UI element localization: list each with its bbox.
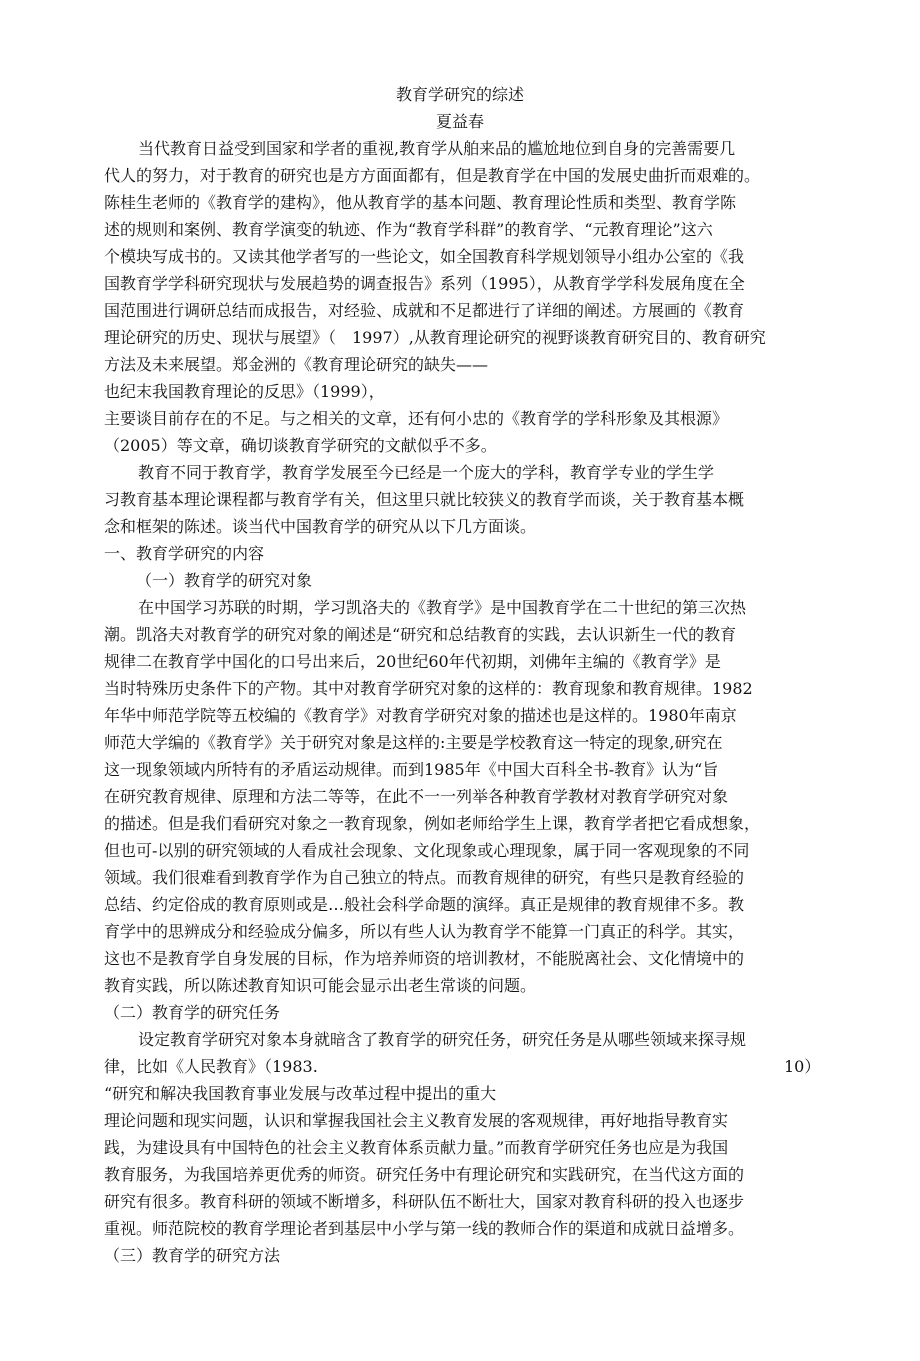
paragraph-line: 方法及未来展望。郑金洲的《教育理论研究的缺失——: [104, 355, 489, 374]
paragraph-line: 习教育基本理论课程都与教育学有关，但这里只就比较狭义的教育学而谈，关于教育基本概: [104, 490, 745, 509]
paragraph-line: 教育实践，所以陈述教育知识可能会显示出老生常谈的问题。: [104, 976, 537, 995]
paragraph-line: 律，比如《人民教育》（1983.: [104, 1057, 318, 1076]
paragraph-line: 践，为建设具有中国特色的社会主义教育体系贡献力量。”而教育学研究任务也应是为我国: [104, 1138, 729, 1157]
paragraph-line: 总结、约定俗成的教育原则或是…般社会科学命题的演绎。真正是规律的教育规律不多。教: [104, 895, 745, 914]
paragraph-line: 规律二在教育学中国化的口号出来后，20世纪60年代初期，刘佛年主编的《教育学》是: [104, 652, 721, 671]
paragraph-line: 育学中的思辨成分和经验成分偏多，所以有些人认为教育学不能算一门真正的科学。其实，: [104, 922, 745, 941]
paragraph-line: 理论问题和现实问题，认识和掌握我国社会主义教育发展的客观规律，再好地指导教育实: [104, 1111, 729, 1130]
paragraph-line: 教育不同于教育学，教育学发展至今已经是一个庞大的学科，教育学专业的学生学: [138, 463, 715, 482]
paragraph-line: 这也不是教育学自身发展的目标，作为培养师资的培训教材，不能脱离社会、文化情境中的: [104, 949, 745, 968]
subsection-heading: （二）教育学的研究任务: [104, 1003, 281, 1022]
paragraph-line: 述的规则和案例、教育学演变的轨迹、作为“教育学科群”的教育学、“元教育理论”这六: [104, 220, 713, 239]
paragraph-line: 师范大学编的《教育学》关于研究对象是这样的:主要是学校教育这一特定的现象,研究在: [104, 733, 723, 752]
document-author: 夏益春: [435, 112, 484, 131]
paragraph-line: 当时特殊历史条件下的产物。其中对教育学研究对象的这样的：教育现象和教育规律。1982: [104, 679, 753, 698]
paragraph-line: 理论研究的历史、现状与展望》（ 1997）,从教育理论研究的视野谈教育研究目的、教育研究: [104, 328, 766, 347]
paragraph-line: 国范围进行调研总结而成报告，对经验、成就和不足都进行了详细的阐述。方展画的《教育: [104, 301, 745, 320]
paragraph-line: 年华中师范学院等五校编的《教育学》对教育学研究对象的描述也是这样的。1980年南京: [104, 706, 737, 725]
subsection-heading: （三）教育学的研究方法: [104, 1246, 281, 1265]
paragraph-line: 的描述。但是我们看研究对象之一教育现象，例如老师给学生上课，教育学者把它看成想象，: [104, 814, 761, 833]
paragraph-line: “研究和解决我国教育事业发展与改革过程中提出的重大: [104, 1084, 497, 1103]
subsection-heading: （一）教育学的研究对象: [136, 571, 313, 590]
paragraph-line: （2005）等文章，确切谈教育学研究的文献似乎不多。: [104, 436, 497, 455]
paragraph-line: 设定教育学研究对象本身就暗含了教育学的研究任务，研究任务是从哪些领域来探寻规: [138, 1030, 747, 1049]
paragraph-line-tail: 10）: [784, 1057, 821, 1076]
paragraph-line: 研究有很多。教育科研的领域不断增多，科研队伍不断壮大，国家对教育科研的投入也逐步: [104, 1192, 745, 1211]
paragraph-line: 个模块写成书的。又读其他学者写的一些论文，如全国教育科学规划领导小组办公室的《我: [104, 247, 745, 266]
section-heading: 一、教育学研究的内容: [104, 544, 265, 563]
paragraph-line: 国教育学学科研究现状与发展趋势的调查报告》系列（1995），从教育学学科发展角度在全: [104, 274, 745, 293]
paragraph-line: 在中国学习苏联的时期，学习凯洛夫的《教育学》是中国教育学在二十世纪的第三次热: [138, 598, 747, 617]
paragraph-line: 也纪末我国教育理论的反思》（1999），: [104, 382, 385, 401]
paragraph-line: 代人的努力，对于教育的研究也是方方面面都有，但是教育学在中国的发展史曲折而艰难的。: [104, 166, 761, 185]
document-title: 教育学研究的综述: [395, 85, 524, 104]
paragraph-line: 重视。师范院校的教育学理论者到基层中小学与第一线的教师合作的渠道和成就日益增多。: [104, 1219, 745, 1238]
paragraph-line: 当代教育日益受到国家和学者的重视,教育学从舶来品的尴尬地位到自身的完善需要几: [138, 139, 736, 158]
paragraph-line: 领域。我们很难看到教育学作为自己独立的特点。而教育规律的研究，有些只是教育经验的: [104, 868, 745, 887]
paragraph-line: 潮。凯洛夫对教育学的研究对象的阐述是“研究和总结教育的实践，去认识新生一代的教育: [104, 625, 737, 644]
paragraph-line: 但也可-以别的研究领域的人看成社会现象、文化现象或心理现象，属于同一客观现象的不同: [104, 841, 750, 860]
paragraph-line: 念和框架的陈述。谈当代中国教育学的研究从以下几方面谈。: [104, 517, 537, 536]
paragraph-line: 陈桂生老师的《教育学的建构》，他从教育学的基本问题、教育理论性质和类型、教育学陈: [104, 193, 737, 212]
paragraph-line: 教育服务，为我国培养更优秀的师资。研究任务中有理论研究和实践研究，在当代这方面的: [104, 1165, 745, 1184]
paragraph-line: 这一现象领域内所特有的矛盾运动规律。而到1985年《中国大百科全书-教育》认为“旨: [104, 760, 719, 779]
paragraph-line: 主要谈目前存在的不足。与之相关的文章，还有何小忠的《教育学的学科形象及其根源》: [104, 409, 729, 428]
paragraph-line: 在研究教育规律、原理和方法二等等，在此不一一列举各种教育学教材对教育学研究对象: [104, 787, 729, 806]
